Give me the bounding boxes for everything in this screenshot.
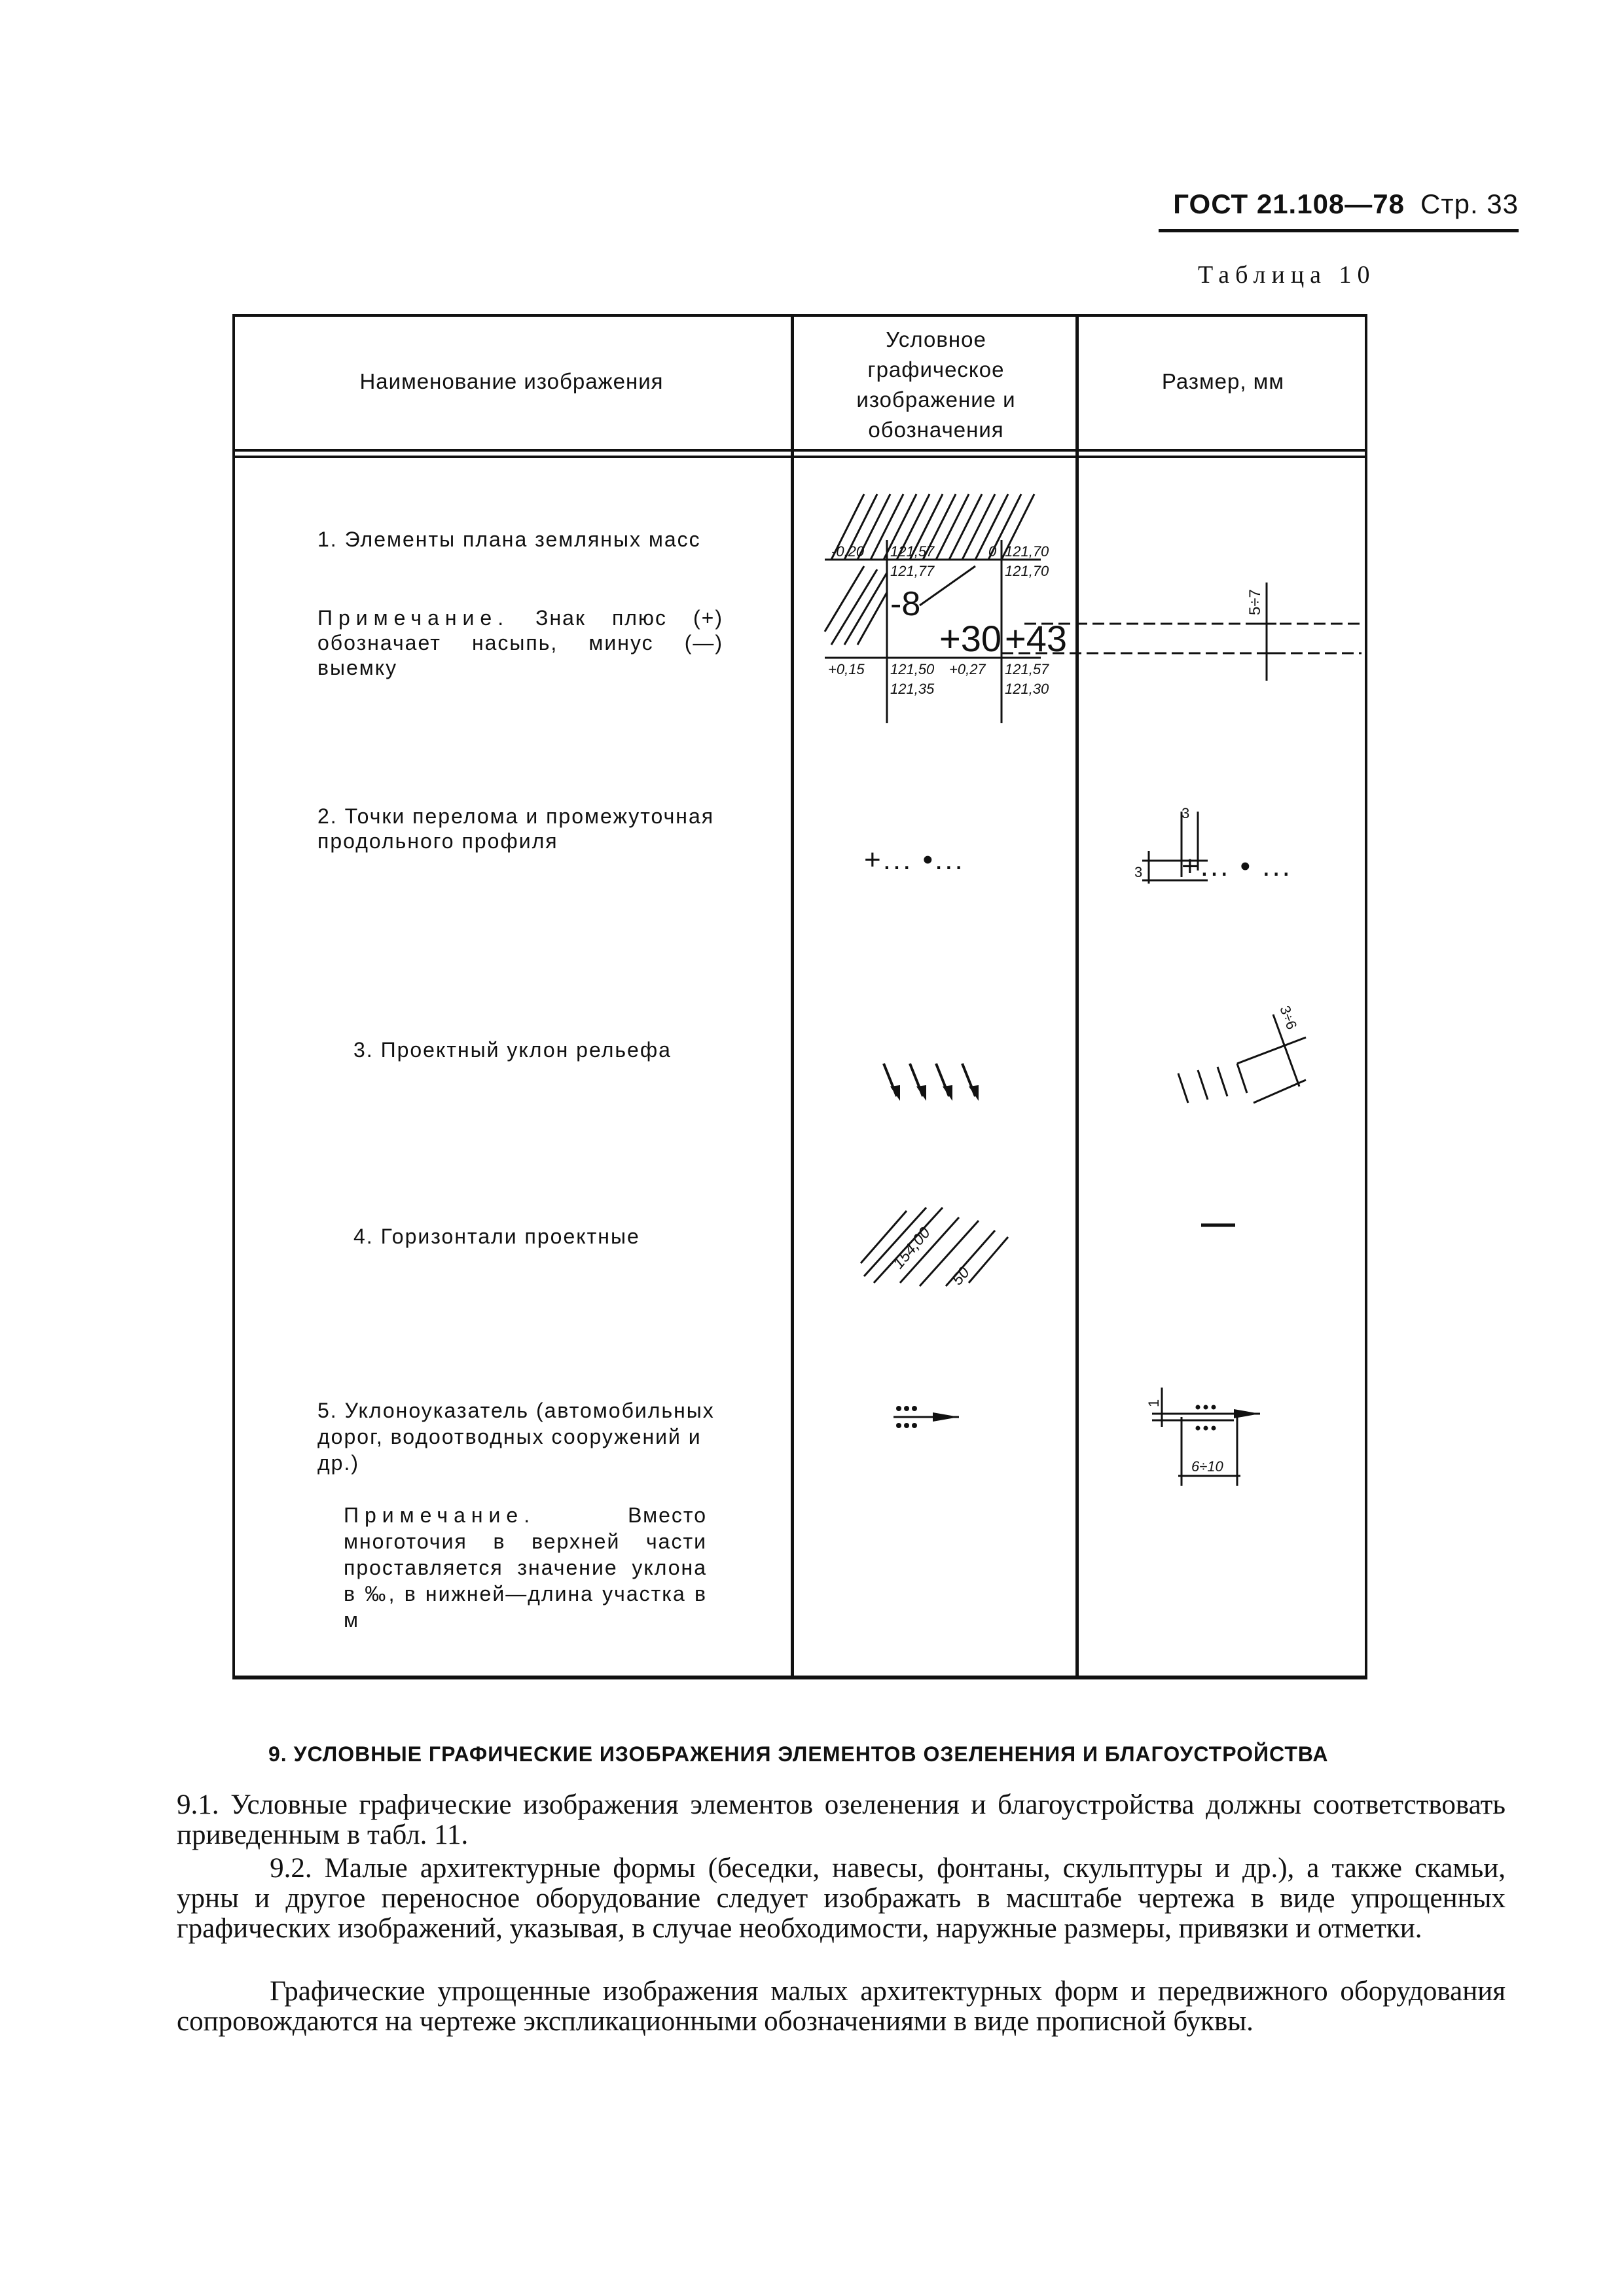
size-label: 3 — [1134, 864, 1143, 880]
sym-label: +0,27 — [949, 661, 986, 677]
sym-label: 121,30 — [1005, 681, 1049, 697]
sym-label: +0,15 — [828, 661, 865, 677]
row-1-size-dimension — [1201, 583, 1280, 681]
contour-label: 154,00 — [889, 1224, 934, 1272]
sym-label: 121,70 — [1005, 563, 1049, 579]
row-3-size-dimension — [1175, 982, 1312, 1113]
row-5-note — [344, 1502, 707, 1633]
symbols-table — [232, 314, 1367, 1679]
row-4-name: 4. Горизонтали проектные — [353, 1225, 640, 1248]
page-header — [1159, 188, 1519, 220]
paragraph-text: Графические упрощенные изображения малых архитектурных форм и передвижного оборудования сопровождаются на чертеже экспликационными обозначениями в виде прописной буквы. — [177, 1976, 1506, 2037]
sym-label: 121,77 — [890, 563, 935, 579]
row-5-name: 5. Уклоноуказатель (автомобильных дорог, водоотводных сооружений и др.) — [317, 1399, 715, 1475]
contour-label: 50 — [948, 1264, 973, 1289]
paragraph-3 — [177, 1977, 1506, 2037]
section-title: 9. УСЛОВНЫЕ ГРАФИЧЕСКИЕ ИЗОБРАЖЕНИЯ ЭЛЕМЕНТОВ ОЗЕЛЕНЕНИЯ И БЛАГОУСТРОЙСТВА — [268, 1742, 1329, 1766]
paragraph-text: 9.1. Условные графические изображения элементов озеленения и благоустройства должны соответствовать приведенным в табл. 11. — [177, 1789, 1506, 1850]
row-1-note-text: Знак плюс (+) обозначает насыпь, минус (—) выемку — [317, 606, 723, 679]
row-3-slope-arrows — [880, 1060, 985, 1106]
sym-label: 121,35 — [890, 681, 935, 697]
size-label: 5÷7 — [1246, 589, 1264, 615]
row-5-note-label: Примечание. — [344, 1503, 536, 1527]
row-1-earthwork-symbol — [825, 494, 1067, 723]
sym-label: 121,57 — [1005, 661, 1049, 677]
row-4-contour-symbol — [861, 1198, 1011, 1289]
sym-label: 121,70 — [1005, 543, 1049, 560]
row-4-size-dash: — — [1201, 1204, 1236, 1242]
column-header-size: Размер, мм — [1161, 369, 1285, 393]
paragraph-text: 9.2. Малые архитектурные формы (беседки, навесы, фонтаны, скульптуры и др.), а также скамьи, урны и другое переносное оборудование следует изображать в масштабе чертежа в виде упрощенных графических изображений, указывая, в случае необходимости, наружные размеры, привязки и отметки. — [177, 1853, 1506, 1944]
row-2-name: 2. Точки перелома и промежуточная продольного профиля — [317, 804, 715, 853]
size-label: 3÷6 — [1276, 1003, 1301, 1032]
row-5-note-text: Вместо многоточия в верхней части проставляется значение уклона в ‰, в нижней—длина участка в м — [344, 1503, 707, 1632]
paragraph-9-1 — [177, 1790, 1506, 1850]
column-divider — [791, 314, 794, 1679]
standard-number: ГОСТ 21.108—78 — [1173, 188, 1405, 219]
header-rule — [1159, 229, 1519, 232]
header-divider — [232, 449, 1367, 452]
row-2-symbol: +... •... — [864, 844, 965, 876]
size-label: 3 — [1182, 805, 1190, 821]
table-label: Таблица 10 — [1198, 261, 1376, 289]
size-label: 1 — [1146, 1399, 1162, 1407]
row-1-note — [317, 605, 723, 680]
sym-label: +43 — [1005, 618, 1067, 659]
row-5-slope-indicator — [893, 1401, 965, 1433]
sym-label: -0,20 — [831, 543, 865, 560]
paragraph-9-2 — [177, 1854, 1506, 1944]
page-number: Стр. 33 — [1420, 188, 1519, 219]
sym-label: -8 — [890, 585, 921, 623]
column-header-name: Наименование изображения — [359, 369, 664, 393]
row-1-note-label: Примечание. — [317, 606, 510, 630]
column-divider — [1075, 314, 1079, 1679]
size-label: 6÷10 — [1191, 1458, 1223, 1475]
row-2-size-marks: +... • ... — [1182, 850, 1292, 882]
sym-label: 121,57 — [890, 543, 935, 560]
row-3-name: 3. Проектный уклон рельефа — [353, 1038, 672, 1062]
column-header-symbol: Условное графическое изображение и обозначения — [856, 327, 1016, 442]
sym-label: +30 — [939, 618, 1001, 659]
sym-label: 121,50 — [890, 661, 935, 677]
row-5-size-dimension — [1146, 1388, 1267, 1492]
header-divider — [232, 456, 1367, 458]
row-1-name: 1. Элементы плана земляных масс — [317, 528, 701, 551]
sym-label: 0 — [988, 543, 997, 560]
